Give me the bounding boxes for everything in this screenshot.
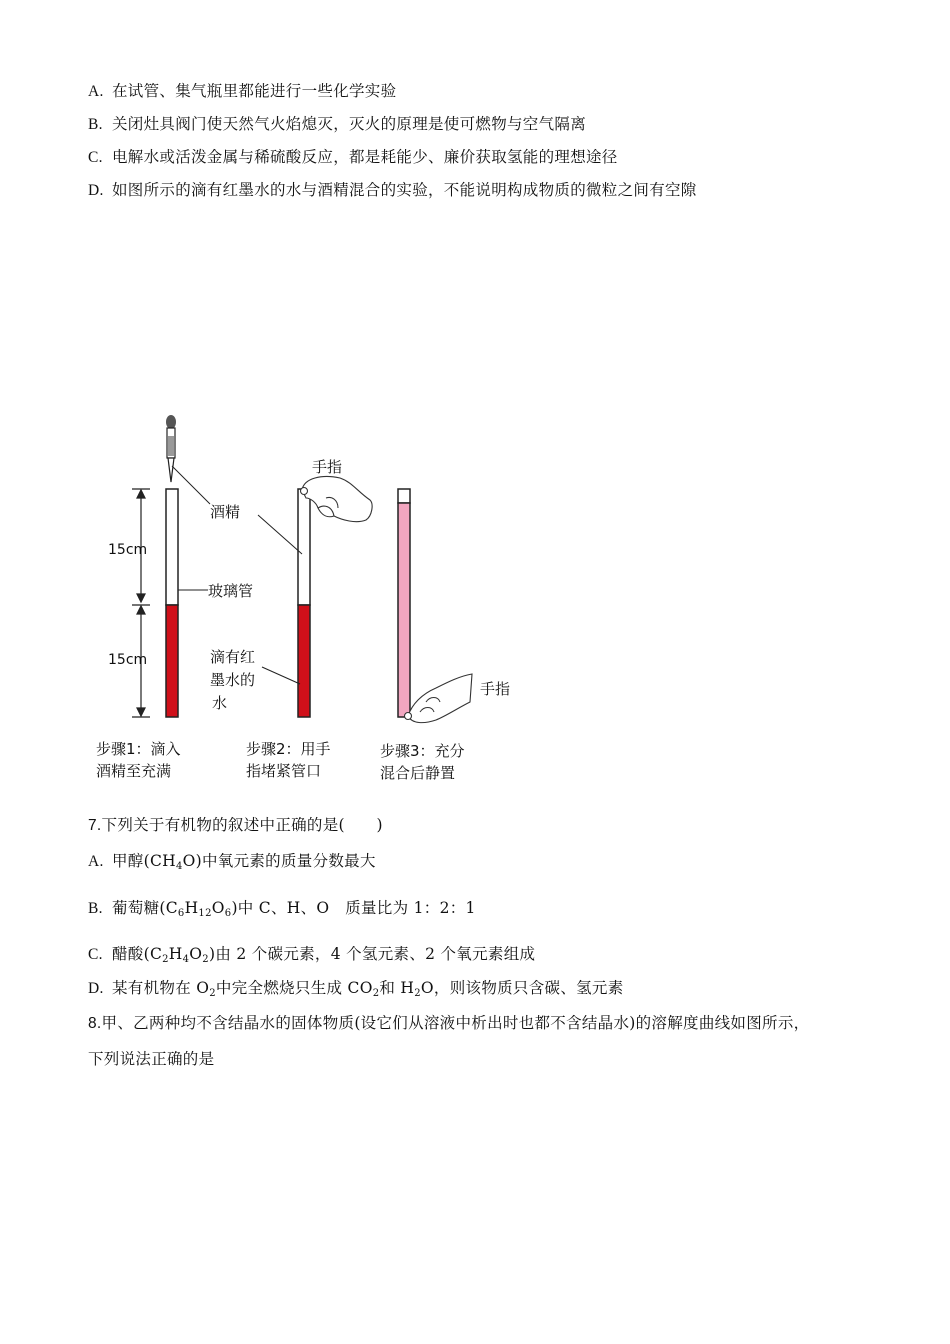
option-text: )中 C、H、O 质量比为 1：2：1 — [231, 899, 476, 917]
option-letter: C. — [88, 149, 103, 166]
step1-caption-line1: 步骤1：滴入 — [96, 740, 181, 758]
option-text: 中完全燃烧只生成 CO — [215, 979, 373, 997]
q6-option-a — [88, 81, 396, 102]
step2-caption-line2: 指堵紧管口 — [246, 762, 322, 780]
tube-step1 — [166, 489, 178, 717]
question-text: 下列关于有机物的叙述中正确的是( ) — [101, 816, 383, 834]
option-text: 电解水或活泼金属与稀硫酸反应，都是耗能少、廉价获取氢能的理想途径 — [112, 148, 618, 166]
subscript: 4 — [175, 861, 183, 872]
option-text: 某有机物在 O — [112, 979, 210, 997]
option-text: 在试管、集气瓶里都能进行一些化学实验 — [112, 82, 397, 100]
option-text: 醋酸(C — [112, 945, 163, 963]
dimension-arrows — [132, 489, 150, 717]
option-letter: A. — [88, 853, 104, 870]
option-letter: D. — [88, 980, 104, 997]
hand-icon — [405, 674, 473, 723]
finger-label-bottom: 手指 — [480, 680, 511, 698]
water-label-line3: 水 — [212, 694, 228, 712]
subscript: 6 — [177, 908, 185, 919]
q8-stem-line2: 下列说法正确的是 — [88, 1050, 215, 1068]
q6-option-b — [88, 114, 586, 135]
option-text: O — [189, 945, 203, 963]
option-letter: B. — [88, 116, 103, 133]
option-text: )由 2 个碳元素，4 个氢元素、2 个氧元素组成 — [208, 945, 536, 963]
alcohol-label: 酒精 — [210, 503, 241, 521]
option-text: H — [184, 899, 199, 917]
q8-stem-line1 — [88, 1013, 809, 1034]
option-text: 甲醇(CH — [112, 852, 176, 870]
question-number: 8. — [88, 1015, 102, 1032]
subscript: 2 — [202, 954, 209, 965]
option-text: 关闭灶具阀门使天然气火焰熄灭，灭火的原理是使可燃物与空气隔离 — [112, 115, 587, 133]
option-text: O — [211, 899, 225, 917]
subscript: 2 — [162, 954, 169, 965]
dropper-icon — [166, 415, 176, 482]
experiment-figure — [90, 412, 530, 792]
subscript: 2 — [414, 988, 421, 999]
option-letter: A. — [88, 83, 104, 100]
option-text: 葡萄糖(C — [112, 899, 178, 917]
q7-option-d — [88, 978, 624, 999]
q7-option-b — [88, 898, 476, 919]
question-number: 7. — [88, 817, 102, 834]
step1-caption-line2: 酒精至充满 — [96, 762, 172, 780]
q7-option-c — [88, 944, 535, 965]
q6-option-d — [88, 180, 697, 201]
water-label-line1: 滴有红 — [210, 648, 256, 666]
q7-stem — [88, 815, 383, 836]
step3-caption-line2: 混合后静置 — [380, 764, 456, 782]
finger-label-top: 手指 — [312, 458, 343, 476]
tube-step3 — [398, 489, 410, 717]
option-letter: B. — [88, 900, 103, 917]
water-label-line2: 墨水的 — [210, 671, 256, 689]
dim-label-top: 15cm — [108, 542, 148, 558]
option-text: H — [168, 945, 183, 963]
subscript: 2 — [372, 988, 380, 999]
subscript: 6 — [224, 908, 232, 919]
subscript: 12 — [198, 908, 212, 919]
subscript: 2 — [209, 988, 216, 999]
q6-option-c — [88, 147, 618, 168]
glass-tube-label: 玻璃管 — [208, 582, 254, 600]
dim-label-bottom: 15cm — [108, 652, 148, 668]
question-text: 甲、乙两种均不含结晶水的固体物质(设它们从溶液中析出时也都不含结晶水)的溶解度曲线如图所示， — [101, 1014, 810, 1032]
option-text: 和 H — [379, 979, 415, 997]
option-text: O，则该物质只含碳、氢元素 — [420, 979, 624, 997]
option-text: O)中氧元素的质量分数最大 — [182, 852, 376, 870]
q7-option-a — [88, 851, 376, 872]
step2-caption-line1: 步骤2：用手 — [246, 740, 331, 758]
option-letter: D. — [88, 182, 104, 199]
subscript: 4 — [182, 954, 190, 965]
option-letter: C. — [88, 946, 103, 963]
option-text: 如图所示的滴有红墨水的水与酒精混合的实验，不能说明构成物质的微粒之间有空隙 — [112, 181, 697, 199]
tube-step2 — [298, 489, 310, 717]
step3-caption-line1: 步骤3：充分 — [380, 742, 465, 760]
hand-icon — [301, 477, 373, 522]
